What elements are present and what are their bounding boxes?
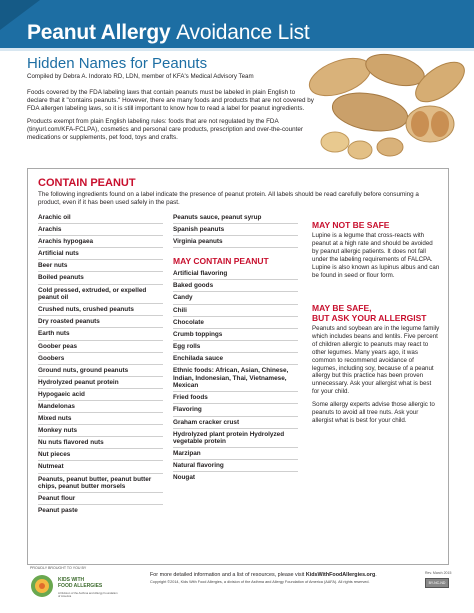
list-item: Egg rolls (173, 341, 298, 353)
list-item: Boiled peanuts (38, 272, 163, 284)
footer-copyright: Copyright ©2014, Kids With Food Allergies, a division of the Asthma and Allergy Foundation of America (AAFA). All rights reserved. (150, 580, 370, 584)
may-not-be-safe-section (312, 220, 440, 279)
list-item: Hydrolyzed peanut protein (38, 377, 163, 389)
may-be-safe-heading-line1: MAY BE SAFE, (312, 303, 372, 313)
footer-info-text: For more detailed information and a list of resources, please visit (150, 572, 306, 578)
list-item: Natural flavoring (173, 460, 298, 472)
title-light: Avoidance List (176, 21, 310, 44)
list-item: Dry roasted peanuts (38, 316, 163, 328)
list-item: Graham cracker crust (173, 417, 298, 429)
may-be-safe-section (312, 303, 440, 430)
contain-peanut-heading: CONTAIN PEANUT (38, 177, 136, 189)
list-item: Marzipan (173, 448, 298, 460)
logo-line-2: FOOD ALLERGIES (58, 582, 103, 589)
list-item: Fried foods (173, 392, 298, 404)
logo-subtext: A Division of the Asthma and Allergy Foundation of America (58, 591, 118, 599)
list-item: Enchilada sauce (173, 353, 298, 365)
list-item: Mixed nuts (38, 413, 163, 425)
list-item: Artificial nuts (38, 248, 163, 260)
list-item: Crumb toppings (173, 329, 298, 341)
list-item: Chili (173, 305, 298, 317)
list-item: Chocolate (173, 317, 298, 329)
kfa-logo-text (58, 578, 118, 589)
footer-link[interactable]: KidsWithFoodAllergies.org (305, 572, 376, 578)
may-not-be-safe-heading: MAY NOT BE SAFE (312, 220, 390, 230)
contain-list-col1 (38, 212, 163, 516)
list-item: Mandelonas (38, 401, 163, 413)
list-item: Peanut flour (38, 493, 163, 505)
list-item: Ethnic foods: African, Asian, Chinese, Indian, Indonesian, Thai, Vietnamese, Mexican (173, 365, 298, 392)
list-item: Flavoring (173, 404, 298, 416)
list-item: Nut pieces (38, 449, 163, 461)
contain-peanut-description: The following ingredients found on a label indicate the presence of peanut protein. All labels should be read carefully before consuming a product, even if it has been used safely in the past. (38, 191, 419, 206)
list-item: Spanish peanuts (173, 224, 298, 236)
compiled-by: Compiled by Debra A. Indorato RD, LDN, member of KFA's Medical Advisory Team (27, 73, 254, 80)
list-item: Earth nuts (38, 328, 163, 340)
list-item: Nougat (173, 474, 196, 482)
footer-info: For more detailed information and a list of resources, please visit KidsWithFoodAllergies.org. (150, 572, 377, 578)
list-item: Ground nuts, ground peanuts (38, 365, 163, 377)
list-item: Nu nuts flavored nuts (38, 437, 163, 449)
list-item: Peanuts, peanut butter, peanut butter chips, peanut butter morsels (38, 474, 163, 494)
list-item: Hypogaeic acid (38, 389, 163, 401)
may-be-safe-heading-line2: BUT ASK YOUR ALLERGIST (312, 313, 427, 323)
logo-line-1: KIDS WITH (58, 577, 85, 583)
list-item: Virginia peanuts (173, 236, 298, 248)
list-item: Goober peas (38, 341, 163, 353)
creative-commons-badge: BY-NC-ND (425, 578, 449, 588)
contain-list-col2 (173, 212, 298, 484)
page-subtitle: Hidden Names for Peanuts (27, 55, 208, 72)
list-item: Arachis hypogaea (38, 236, 163, 248)
list-item: Hydrolyzed plant protein Hydrolyzed vegetable protein (173, 429, 298, 449)
may-be-safe-heading (312, 303, 440, 323)
list-item: Crushed nuts, crushed peanuts (38, 304, 163, 316)
may-be-safe-paragraph-2: Some allergy experts advise those allergic to peanuts to avoid all tree nuts. Ask your allergist what is best for your child. (312, 401, 435, 424)
list-item: Goobers (38, 353, 163, 365)
intro-paragraph-2: Products exempt from plain English labeling rules: foods that are not regulated by the FDA (tinyurl.com/KFA-FCLPA), cosmetics and personal care products, prescription and over-the-counter medications or supplements, pet food, toys and crafts. (27, 117, 304, 142)
list-item: Peanuts sauce, peanut syrup (173, 212, 298, 224)
list-item: Beer nuts (38, 260, 163, 272)
kfa-logo-icon (30, 574, 54, 598)
may-not-be-safe-text: Lupine is a legume that cross-reacts with peanut at a high rate and should be avoided by peanut allergic patients. It does not fall under the labeling requirements of FALCPA. Lupine is also known as lupinus albus and can be found in seed or flour form. (312, 232, 440, 279)
intro-text (27, 89, 317, 146)
list-item: Arachis (38, 224, 163, 236)
revision-date: Rev. March 2015 (425, 571, 452, 575)
title-bold: Peanut Allergy (27, 21, 171, 44)
list-item: Artificial flavoring (173, 268, 298, 280)
list-item: Cold pressed, extruded, or expelled peanut oil (38, 285, 163, 305)
page-title (27, 21, 310, 45)
list-item: Arachic oil (38, 212, 163, 224)
list-item: Candy (173, 292, 298, 304)
list-item: Peanut paste (38, 507, 78, 515)
list-item: Nutmeat (38, 461, 163, 473)
intro-paragraph-1: Foods covered by the FDA labeling laws that contain peanuts must be labeled in plain English to declare that it "contains peanuts." However, there are many foods and products that are not covered by FDA allergen labeling laws, so it is still important to know how to read a label for peanut ingredients. (27, 89, 314, 113)
list-item: Monkey nuts (38, 425, 163, 437)
may-be-safe-paragraph-1: Peanuts and soybean are in the legume family which includes beans and lentils. Five percent of children allergic to peanuts may react to other legumes. Many years ago, it was common to recommend avoidance of legumes, including soy, because of a peanut allergy but this practice has been proven unnecessary. Ask your allergist what is best for your child. (312, 325, 440, 396)
may-contain-peanut-heading: MAY CONTAIN PEANUT (173, 256, 269, 267)
peanuts-illustration (300, 42, 474, 164)
proudly-label: PROUDLY BROUGHT TO YOU BY (30, 566, 87, 570)
list-item: Baked goods (173, 280, 298, 292)
